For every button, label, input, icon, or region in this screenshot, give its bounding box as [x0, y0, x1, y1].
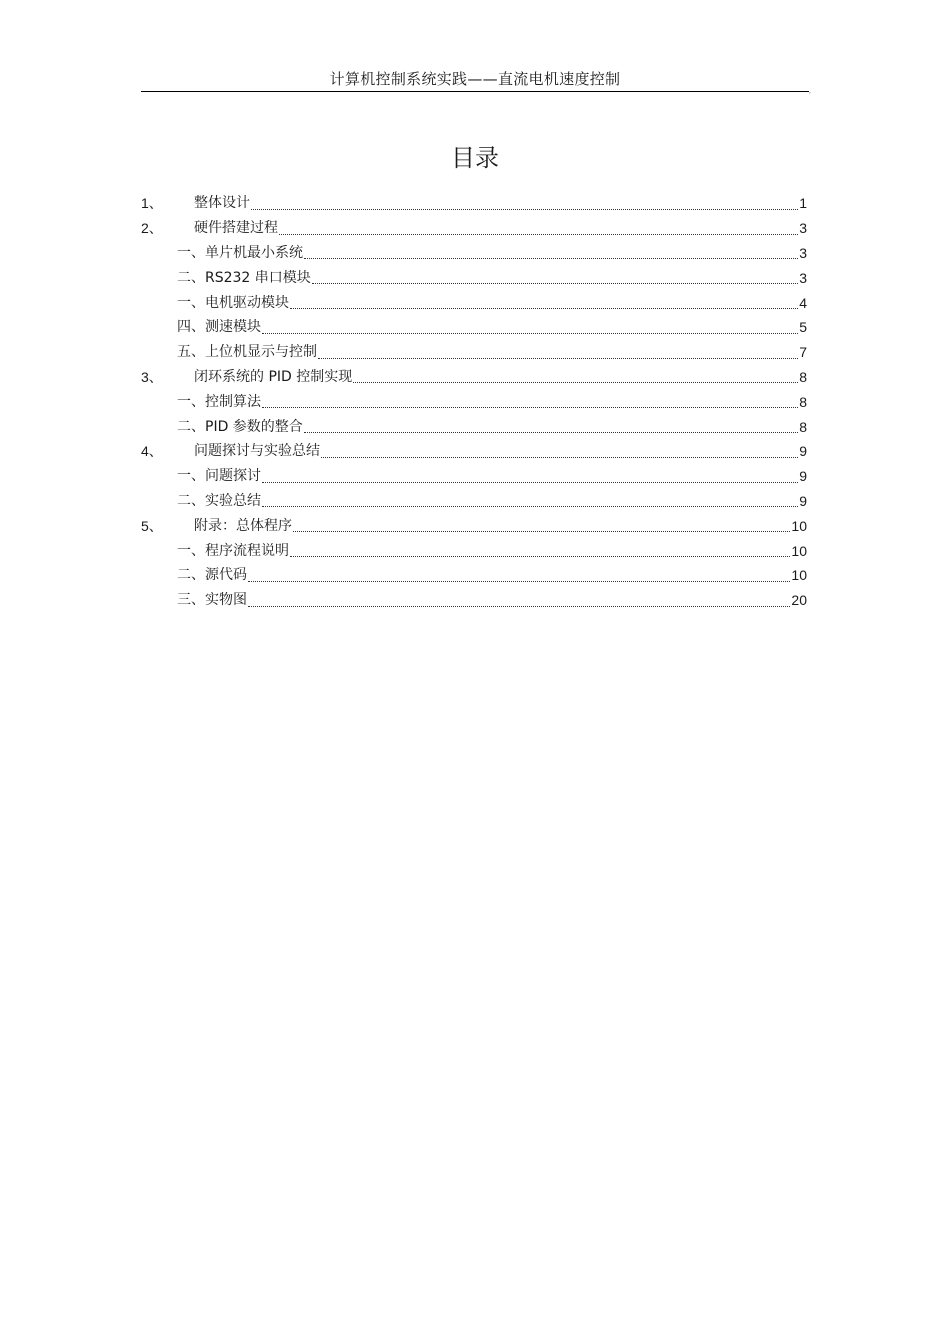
- toc-entry-title: 硬件搭建过程: [194, 220, 278, 237]
- toc-dot-leader: [312, 282, 798, 284]
- header-rule-end-mark: ,: [809, 88, 811, 95]
- toc-entry-page-number: 7: [799, 344, 807, 361]
- toc-entry[interactable]: [141, 439, 807, 464]
- toc-entry-title: 附录：总体程序: [194, 517, 292, 534]
- toc-entry-page-number: 8: [799, 418, 807, 435]
- toc-entry-title: 一、问题探讨: [177, 468, 261, 485]
- toc-entry-number: 5、: [141, 517, 163, 534]
- page-header: 计算机控制系统实践——直流电机速度控制: [329, 70, 621, 88]
- toc-entry-page-number: 10: [791, 567, 807, 584]
- toc-dot-leader: [248, 580, 790, 582]
- toc-entry-number: 4、: [141, 443, 163, 460]
- toc-entry-page-number: 8: [799, 368, 807, 385]
- toc-entry-title: 二、RS232 串口模块: [177, 269, 311, 286]
- toc-dot-leader: [262, 505, 798, 507]
- toc-entry[interactable]: [141, 315, 807, 340]
- toc-dot-leader: [353, 381, 798, 383]
- toc-entry-title: 二、源代码: [177, 567, 247, 584]
- toc-entry-title: 一、控制算法: [177, 393, 261, 410]
- toc-dot-leader: [248, 605, 790, 607]
- toc-entry-title: 一、程序流程说明: [177, 542, 289, 559]
- toc-dot-leader: [290, 307, 798, 309]
- toc-entry-title: 一、电机驱动模块: [177, 294, 289, 311]
- toc-dot-leader: [304, 257, 798, 259]
- toc-entry-page-number: 3: [799, 269, 807, 286]
- toc-dot-leader: [251, 208, 798, 210]
- toc-entry-number: 2、: [141, 220, 163, 237]
- toc-dot-leader: [293, 530, 790, 532]
- toc-entry-page-number: 10: [791, 542, 807, 559]
- toc-entry[interactable]: [141, 290, 807, 315]
- toc-dot-leader: [321, 456, 798, 458]
- toc-entry[interactable]: [141, 464, 807, 489]
- toc-entry-page-number: 9: [799, 443, 807, 460]
- toc-entry-title: 一、单片机最小系统: [177, 244, 303, 261]
- table-of-contents: [141, 191, 807, 613]
- toc-dot-leader: [262, 332, 798, 334]
- toc-entry-page-number: 5: [799, 319, 807, 336]
- toc-entry-title: 二、实验总结: [177, 492, 261, 509]
- toc-entry-page-number: 9: [799, 468, 807, 485]
- toc-entry-page-number: 10: [791, 517, 807, 534]
- toc-entry-page-number: 20: [791, 592, 807, 609]
- toc-entry-title: 四、测速模块: [177, 319, 261, 336]
- toc-entry[interactable]: [141, 489, 807, 514]
- toc-entry-title: 三、实物图: [177, 592, 247, 609]
- toc-dot-leader: [290, 555, 790, 557]
- toc-dot-leader: [318, 357, 798, 359]
- toc-entry-title: 闭环系统的 PID 控制实现: [194, 368, 353, 385]
- toc-dot-leader: [279, 233, 798, 235]
- toc-entry-page-number: 3: [799, 244, 807, 261]
- toc-entry[interactable]: [141, 241, 807, 266]
- toc-entry-page-number: 1: [799, 195, 807, 212]
- toc-entry[interactable]: [141, 216, 807, 241]
- toc-entry[interactable]: [141, 538, 807, 563]
- toc-dot-leader: [262, 406, 798, 408]
- toc-entry[interactable]: [141, 563, 807, 588]
- toc-entry-title: 五、上位机显示与控制: [177, 344, 317, 361]
- toc-dot-leader: [262, 481, 798, 483]
- toc-entry-title: 二、PID 参数的整合: [177, 418, 303, 435]
- header-rule: [141, 91, 809, 92]
- toc-title: 目录: [451, 144, 499, 172]
- toc-entry-title: 整体设计: [194, 195, 250, 212]
- toc-entry[interactable]: [141, 414, 807, 439]
- toc-entry-title: 问题探讨与实验总结: [194, 443, 320, 460]
- toc-dot-leader: [304, 431, 798, 433]
- toc-entry-number: 3、: [141, 368, 163, 385]
- toc-entry-page-number: 9: [799, 492, 807, 509]
- toc-entry-page-number: 3: [799, 220, 807, 237]
- toc-entry[interactable]: [141, 389, 807, 414]
- toc-entry-page-number: 8: [799, 393, 807, 410]
- toc-entry[interactable]: [141, 340, 807, 365]
- toc-entry-page-number: 4: [799, 294, 807, 311]
- toc-entry[interactable]: [141, 588, 807, 613]
- toc-entry[interactable]: [141, 191, 807, 216]
- toc-entry[interactable]: [141, 365, 807, 390]
- toc-entry[interactable]: [141, 513, 807, 538]
- toc-entry[interactable]: [141, 265, 807, 290]
- toc-entry-number: 1、: [141, 195, 163, 212]
